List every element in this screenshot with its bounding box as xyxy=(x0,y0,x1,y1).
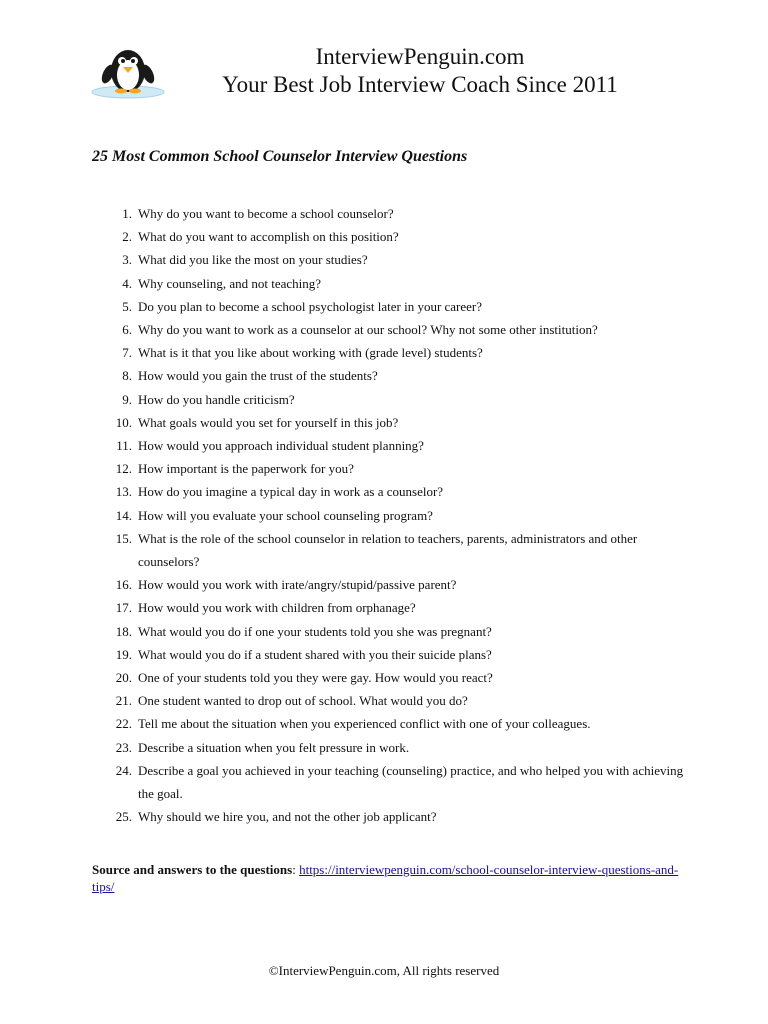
question-text: Why counseling, and not teaching? xyxy=(138,275,322,291)
question-number: 13. xyxy=(115,484,132,500)
question-item xyxy=(0,202,768,225)
question-item xyxy=(0,736,768,759)
question-item xyxy=(0,341,768,364)
question-item xyxy=(0,388,768,411)
question-item xyxy=(0,805,768,828)
question-item xyxy=(0,480,768,503)
question-number: 21. xyxy=(115,693,132,709)
question-item xyxy=(0,689,768,712)
question-number: 25. xyxy=(115,809,132,825)
question-number: 8. xyxy=(122,368,132,384)
site-name: InterviewPenguin.com xyxy=(315,44,525,69)
question-item xyxy=(0,620,768,643)
question-text: Why should we hire you, and not the other job applicant? xyxy=(138,809,437,825)
source-link[interactable]: https://interviewpenguin.com/school-counselor-interview-questions-and-tips/ xyxy=(92,862,679,894)
question-number: 7. xyxy=(122,345,132,361)
copyright-footer: ©InterviewPenguin.com, All rights reserved xyxy=(268,963,500,978)
question-number: 10. xyxy=(115,414,132,430)
question-item xyxy=(0,666,768,689)
question-number: 19. xyxy=(115,646,132,662)
question-number: 20. xyxy=(115,670,132,686)
question-number: 4. xyxy=(122,275,132,291)
question-text: How important is the paperwork for you? xyxy=(138,461,354,477)
source-note xyxy=(92,861,692,895)
question-text: Describe a situation when you felt pressure in work. xyxy=(138,739,410,755)
question-item xyxy=(0,527,768,573)
question-number: 9. xyxy=(122,391,132,407)
question-item xyxy=(0,596,768,619)
question-text: How do you imagine a typical day in work as a counselor? xyxy=(138,484,444,500)
question-number: 6. xyxy=(122,322,132,338)
question-number: 5. xyxy=(122,298,132,314)
document-title: 25 Most Common School Counselor Interview Questions xyxy=(92,148,468,165)
question-number: 2. xyxy=(122,229,132,245)
question-item xyxy=(0,225,768,248)
question-item xyxy=(0,643,768,666)
question-number: 11. xyxy=(116,438,132,454)
question-text: What is the role of the school counselor in relation to teachers, parents, administrators and other counselors? xyxy=(138,530,638,570)
question-text: What do you want to accomplish on this position? xyxy=(138,229,399,245)
question-text: How do you handle criticism? xyxy=(138,391,295,407)
question-item xyxy=(0,364,768,387)
question-item xyxy=(0,759,768,805)
question-text: How will you evaluate your school counseling program? xyxy=(138,507,433,523)
question-item xyxy=(0,295,768,318)
question-item xyxy=(0,411,768,434)
question-number: 24. xyxy=(115,762,132,778)
question-text: Tell me about the situation when you experienced conflict with one of your colleagues. xyxy=(138,716,591,732)
question-item xyxy=(0,272,768,295)
question-number: 16. xyxy=(115,577,132,593)
question-text: How would you work with irate/angry/stupid/passive parent? xyxy=(138,577,457,593)
question-number: 3. xyxy=(122,252,132,268)
question-list xyxy=(0,202,768,828)
question-item xyxy=(0,573,768,596)
question-text: What goals would you set for yourself in this job? xyxy=(138,414,399,430)
question-item xyxy=(0,318,768,341)
question-text: How would you approach individual student planning? xyxy=(138,438,424,454)
question-text: One student wanted to drop out of school. What would you do? xyxy=(138,693,468,709)
question-text: Describe a goal you achieved in your teaching (counseling) practice, and who helped you with achieving the goal. xyxy=(138,762,684,802)
question-number: 15. xyxy=(115,530,132,546)
source-separator: : xyxy=(292,862,300,877)
source-label: Source and answers to the questions xyxy=(92,862,293,877)
question-text: Why do you want to become a school counselor? xyxy=(138,206,394,221)
question-text: How would you work with children from orphanage? xyxy=(138,600,416,616)
question-item xyxy=(0,504,768,527)
site-tagline: Your Best Job Interview Coach Since 2011 xyxy=(222,72,618,97)
question-item xyxy=(0,434,768,457)
question-text: What would you do if a student shared with you their suicide plans? xyxy=(138,646,492,662)
question-text: What would you do if one your students told you she was pregnant? xyxy=(138,623,492,639)
question-text: How would you gain the trust of the students? xyxy=(138,368,378,384)
question-text: Do you plan to become a school psychologist later in your career? xyxy=(138,298,483,314)
question-item xyxy=(0,457,768,480)
question-number: 22. xyxy=(115,716,132,732)
question-text: What is it that you like about working with (grade level) students? xyxy=(138,345,483,361)
page-header xyxy=(0,44,768,114)
question-item xyxy=(0,712,768,735)
question-number: 1. xyxy=(122,206,132,221)
question-number: 18. xyxy=(115,623,132,639)
question-number: 12. xyxy=(115,461,132,477)
question-item xyxy=(0,248,768,271)
question-text: One of your students told you they were gay. How would you react? xyxy=(138,670,493,686)
question-number: 17. xyxy=(115,600,132,616)
question-text: What did you like the most on your studies? xyxy=(138,252,368,268)
question-text: Why do you want to work as a counselor at our school? Why not some other institution? xyxy=(138,322,598,338)
question-number: 14. xyxy=(115,507,132,523)
question-number: 23. xyxy=(115,739,132,755)
